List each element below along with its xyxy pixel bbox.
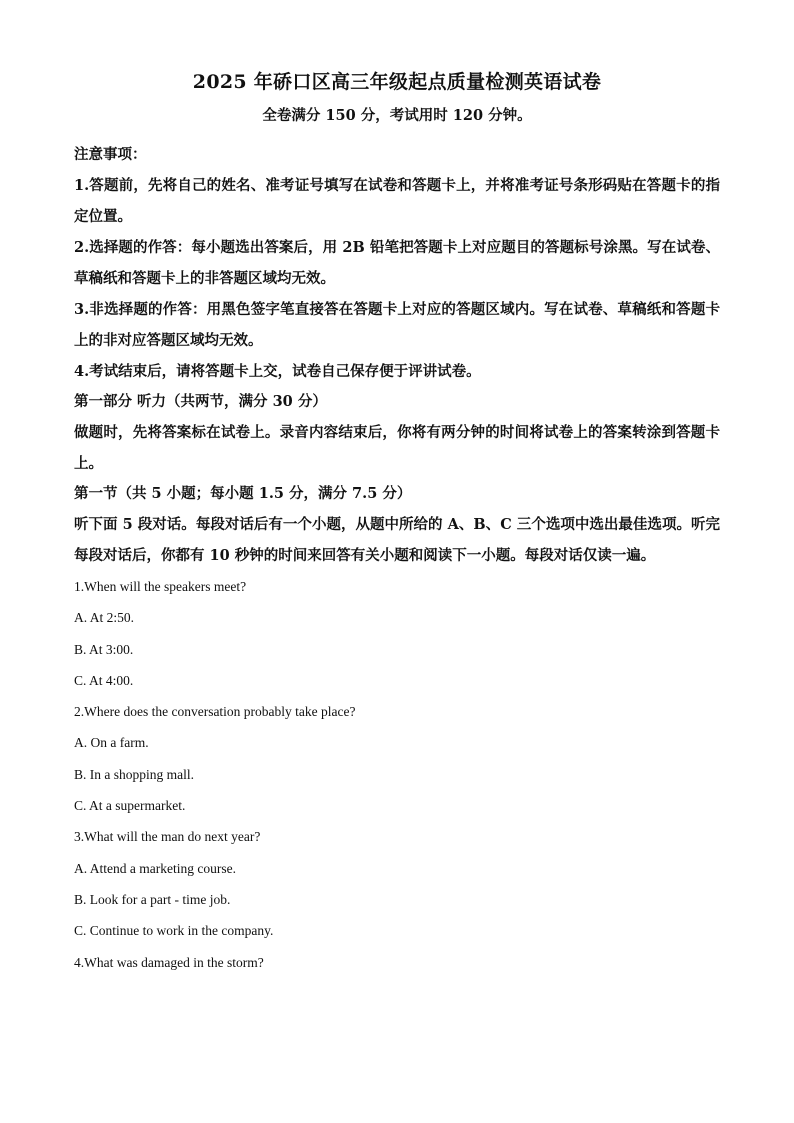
question-option: A. At 2:50. bbox=[74, 610, 135, 626]
question-option: C. At 4:00. bbox=[74, 672, 134, 688]
question-option: B. At 3:00. bbox=[74, 641, 134, 657]
part-one-instructions: 做题时，先将答案标在试卷上。录音内容结束后，你将有两分钟的时间将试卷上的答案转涂到答题卡上。 bbox=[74, 424, 720, 472]
notice-item: 3.非选择题的作答：用黑色签字笔直接答在答题卡上对应的答题区域内。写在试卷、草稿纸和答题卡上的非对应答题区域均无效。 bbox=[74, 301, 720, 349]
section-one-instructions: 听下面 5 段对话。每段对话后有一个小题，从题中所给的 A、B、C 三个选项中选出最佳选项。听完每段对话后，你都有 10 秒钟的时间来回答有关小题和阅读下一小题。每段对话仅读一遍。 bbox=[74, 516, 720, 564]
notice-heading: 注意事项： bbox=[74, 146, 147, 163]
question-stem: 1.When will the speakers meet? bbox=[74, 579, 247, 594]
question-option: C. At a supermarket. bbox=[74, 798, 186, 814]
question-option: A. On a farm. bbox=[74, 735, 149, 751]
exam-title: 2025 年硚口区高三年级起点质量检测英语试卷 bbox=[192, 71, 602, 93]
question-option: A. Attend a marketing course. bbox=[74, 860, 236, 876]
question-stem: 2.Where does the conversation probably take place? bbox=[74, 704, 356, 720]
question-option: C. Continue to work in the company. bbox=[74, 923, 274, 939]
question-list bbox=[74, 571, 720, 978]
question-option: B. In a shopping mall. bbox=[74, 766, 194, 782]
notice-item: 1.答题前，先将自己的姓名、准考证号填写在试卷和答题卡上，并将准考证号条形码贴在答题卡的指定位置。 bbox=[74, 177, 720, 225]
question-option: B. Look for a part - time job. bbox=[74, 891, 231, 907]
exam-subtitle: 全卷满分 150 分，考试用时 120 分钟。 bbox=[262, 107, 532, 124]
notice-item: 2.选择题的作答：每小题选出答案后，用 2B 铅笔把答题卡上对应题目的答题标号涂黑。写在试卷、草稿纸和答题卡上的非答题区域均无效。 bbox=[74, 239, 720, 287]
section-one-heading: 第一节（共 5 小题；每小题 1.5 分，满分 7.5 分） bbox=[74, 485, 412, 502]
question-stem: 3.What will the man do next year? bbox=[74, 829, 261, 845]
part-one-heading: 第一部分 听力（共两节，满分 30 分） bbox=[74, 393, 327, 410]
question-stem: 4.What was damaged in the storm? bbox=[74, 954, 264, 970]
notice-item: 4.考试结束后，请将答题卡上交，试卷自己保存便于评讲试卷。 bbox=[74, 363, 481, 380]
